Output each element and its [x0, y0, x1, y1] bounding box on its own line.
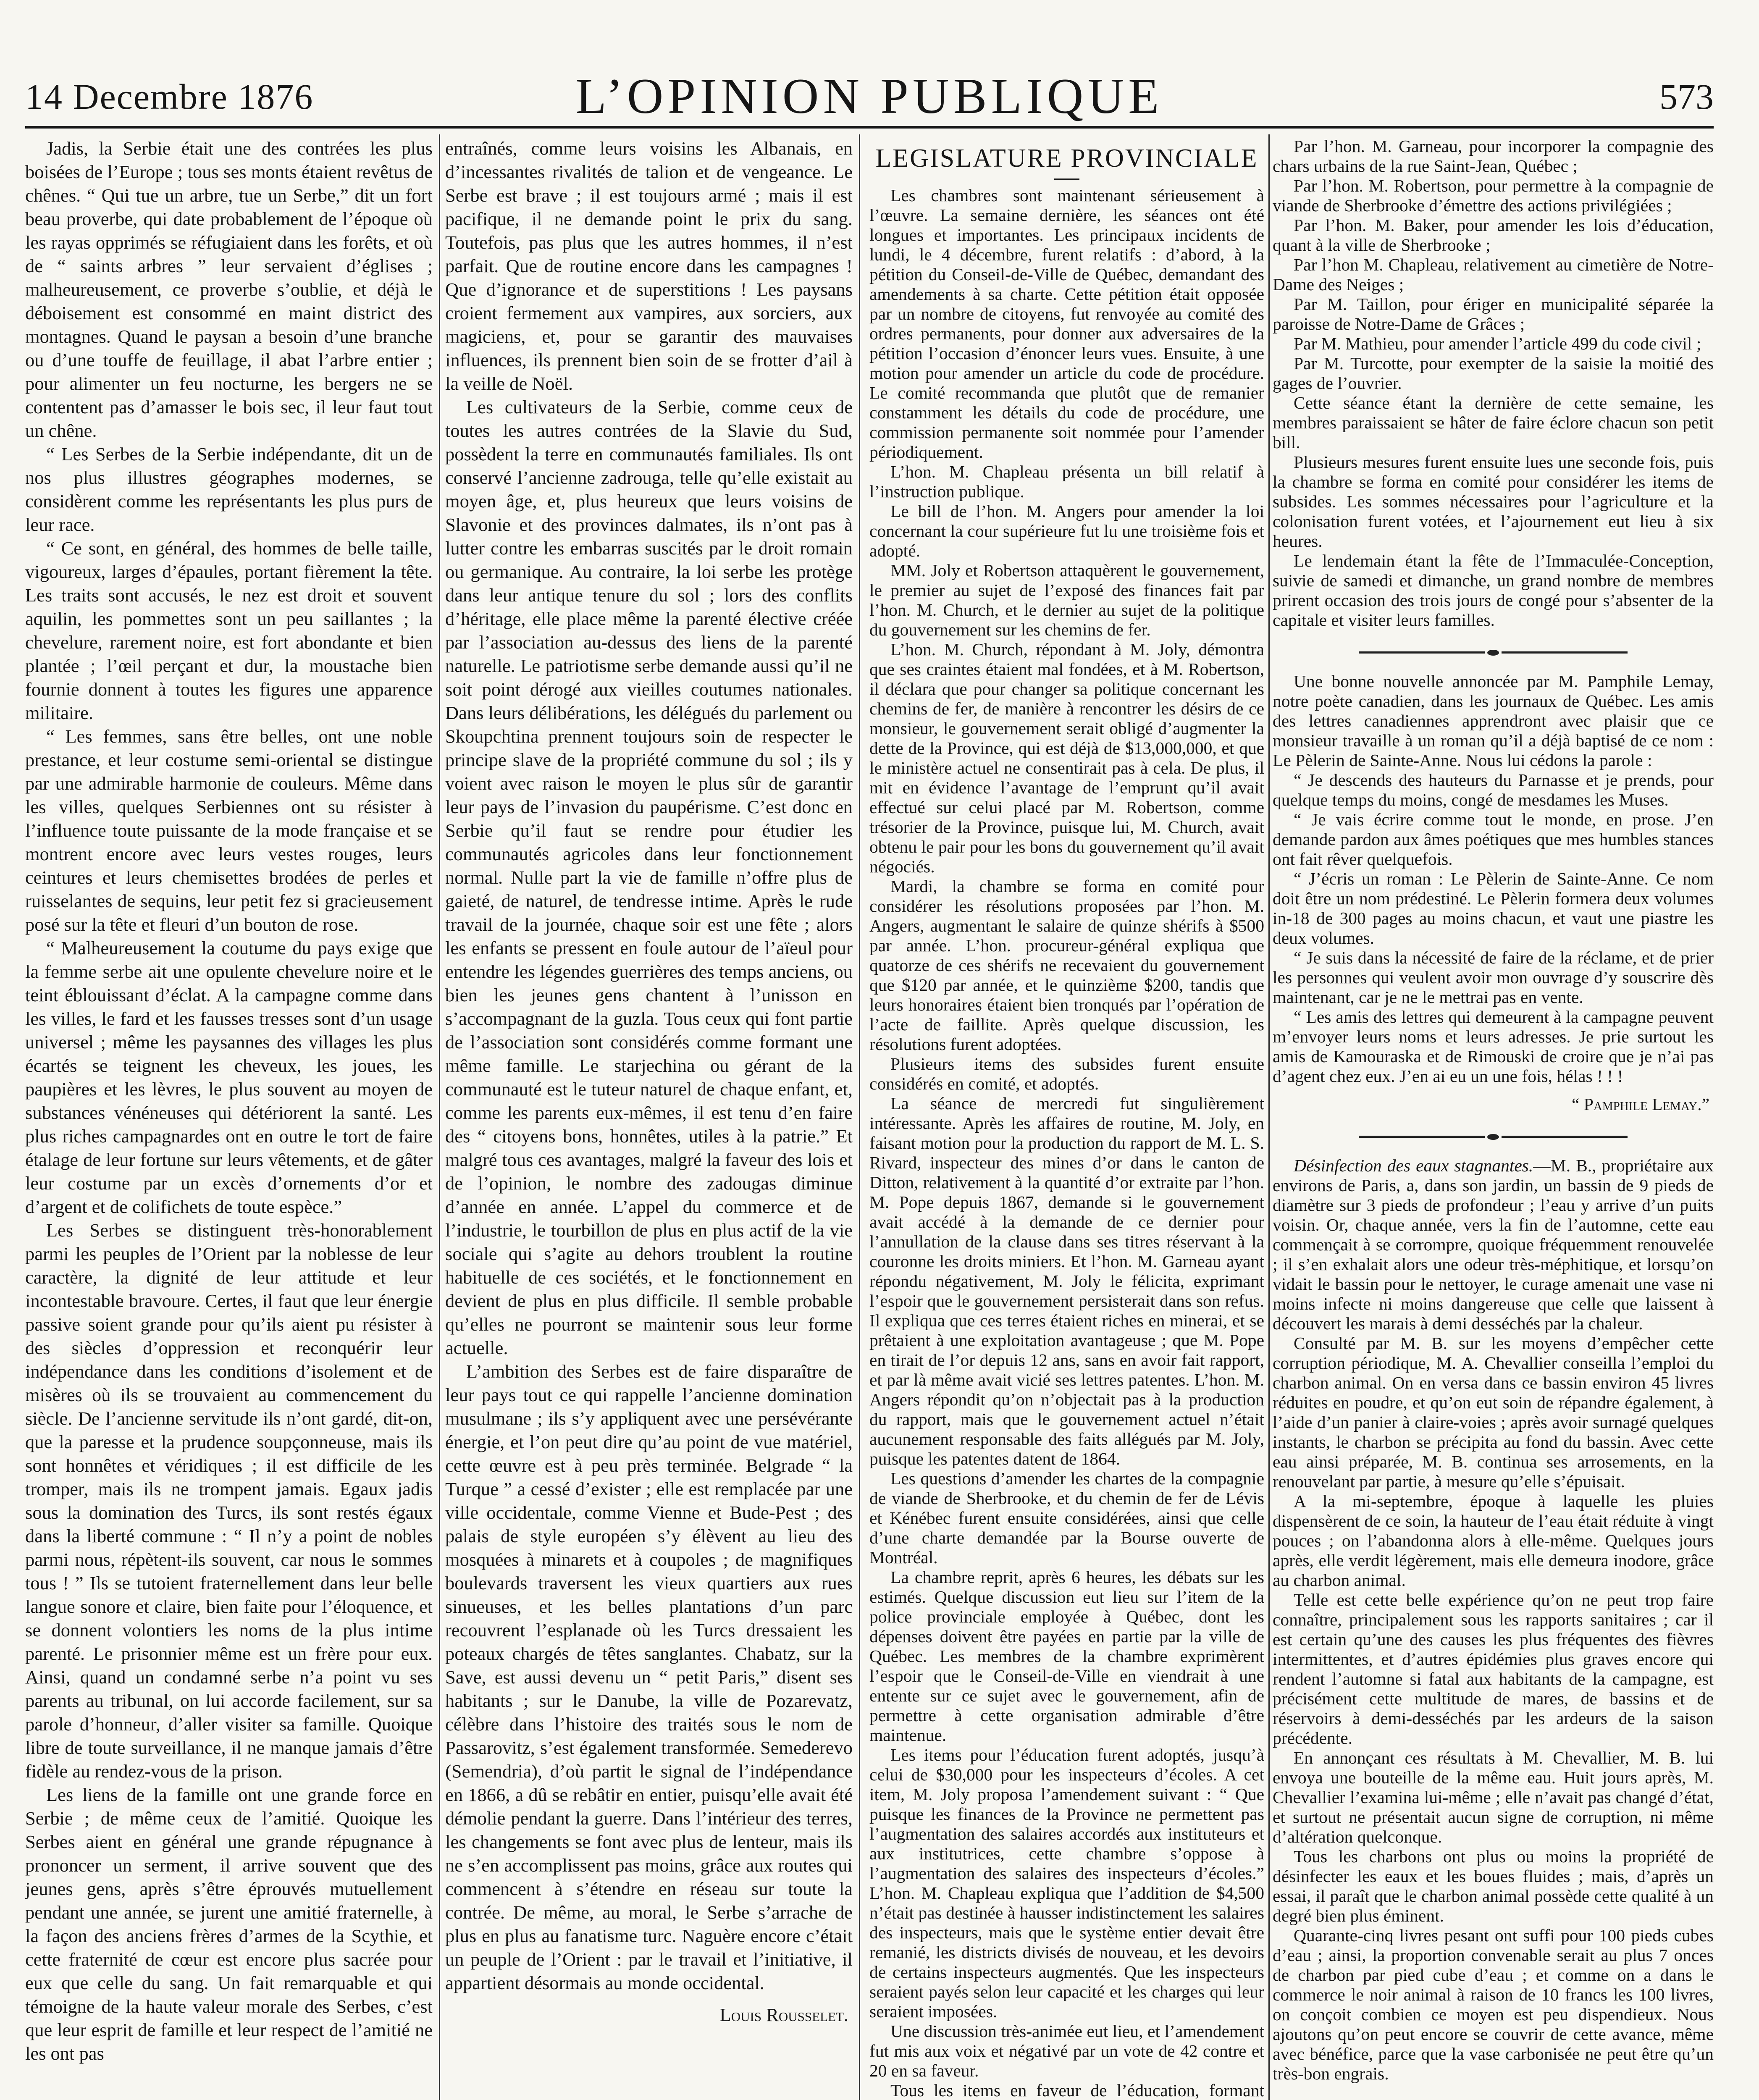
- article-paragraph: Jadis, la Serbie était une des contrées les plus boisées de l’Europe ; tous ses monts étaient revêtus de chênes. “ Qui tue un arbre, tue un Serbe,” dit un fort beau proverbe, qui date probablement de l’époque où les rayas opprimés se réfugiaient dans les forêts, et où de “ saints arbres ” leur servaient d’églises ; malheureusement, ce proverbe s’oublie, et déjà le déboisement est consommé en maint district des montagnes. Quand le paysan a besoin d’une branche ou d’une touffe de feuillage, il abat l’arbre entier ; pour alimenter un feu nocturne, les bergers ne se contentent pas d’amasser le bois sec, il leur faut tout un chêne.: [25, 138, 433, 441]
- article-paragraph: Les cultivateurs de la Serbie, comme ceux de toutes les autres contrées de la Slavie du Sud, possèdent la terre en communautés familiales. Ils ont conservé l’ancienne zadrouga, telle qu’elle existait au moyen âge, et, plus heureux que leurs voisins de Slavonie et des provinces dalmates, ils n’ont pas à lutter contre les embarras suscités par le droit romain ou germanique. Au contraire, la loi serbe les protège dans leur antique tenure du sol ; lors des conflits d’héritage, elle place même la parenté élective créée par l’association au-dessus des liens de la parenté naturelle. Le patriotisme serbe demande aussi qu’il ne soit point dérogé aux vieilles coutumes nationales. Dans leurs délibérations, les délégués du parlement ou Skoupchtina prennent toujours soin de respecter le principe slave de la propriété commune du sol ; ils y voient avec raison le moyen le plus sûr de garantir leur pays de l’invasion du paupérisme. C’est donc en Serbie qu’il faut se rendre pour étudier les communautés agricoles dans leur fonctionnement normal. Nulle part la vie de famille n’offre plus de gaieté, de naturel, de tendresse intime. Après le rude travail de la journée, chaque soir est une fête ; alors les enfants se pressent en foule autour de l’aïeul pour entendre les légendes guerrières des temps anciens, ou bien les jeunes gens chantent à l’unisson en s’accompagnant de la guzla. Tous ceux qui font partie de l’association sont considérés comme formant une même famille. Le starjechina ou gérant de la communauté est le tuteur naturel de chaque enfant, et, comme les parents eux-mêmes, il est tenu d’en faire des “ citoyens bons, honnêtes, utiles à la patrie.” Et malgré tous ces avantages, malgré la faveur des lois et de l’opinion, le nombre des zadougas diminue d’année en année. L’appel du commerce et de l’industrie, le tourbillon de plus en plus actif de la vie sociale qui s’agite au dehors troublent la routine habituelle de ces sociétés, et le fonctionnement en devient de plus en plus difficile. Il semble probable qu’elles ne pourront se maintenir sous leur forme actuelle.: [445, 396, 853, 1358]
- article-paragraph: La séance de mercredi fut singulièrement intéressante. Après les affaires de routine, M. Joly, en faisant motion pour la production du rapport de M. L. S. Rivard, inspecteur des mines d’or dans le canton de Ditton, relativement à la quantité d’or extraite par l’hon. M. Pope depuis 1867, demande si le gouvernement avait accédé à la demande de ce dernier pour l’annullation de la clause dans ses titres réservant à la couronne les droits miniers. Et l’hon. M. Garneau ayant répondu négativement, M. Joly le félicita, exprimant l’espoir que le gouvernement persisterait dans son refus. Il expliqua que ces terres étaient riches en minerai, et se prêtaient à une exploitation avantageuse ; que M. Pope en tirait de l’or depuis 12 ans, sans en avoir fait rapport, et par là même avait vicié ses lettres patentes. L’hon. M. Angers répondit qu’on n’objectait pas à la production du rapport, mais que le gouvernement actuel n’était aucunement responsable des faits allégués par M. Joly, puisque les patentes datent de 1864.: [869, 1094, 1264, 1468]
- article-paragraph: L’hon. M. Chapleau présenta un bill relatif à l’instruction publique.: [869, 462, 1264, 501]
- page-number: 573: [1659, 76, 1714, 117]
- article-paragraph: Par l’hon. M. Baker, pour amender les lois d’éducation, quant à la ville de Sherbrooke ;: [1273, 215, 1714, 255]
- article-paragraph: L’hon. M. Church, répondant à M. Joly, démontra que ses craintes étaient mal fondées, et à M. Robertson, il déclara que pour changer sa politique concernant les chemins de fer, de manière à rencontrer les désirs de ce monsieur, le gouvernement serait obligé d’augmenter la dette de la Province, qui est déjà de $13,000,000, et que le ministère actuel ne consentirait pas à cela. De plus, il mit en évidence l’avantage de l’emprunt qu’il avait effectué sur celui placé par M. Robertson, comme trésorier de la Province, puisque lui, M. Church, avait obtenu le pair pour les bons du gouvernement qu’il avait négociés.: [869, 640, 1264, 876]
- article-paragraph: L’ambition des Serbes est de faire disparaître de leur pays tout ce qui rappelle l’ancienne domination musulmane ; ils s’y appliquent avec une persévérante énergie, et l’on peut dire qu’au point de vue matériel, cette œuvre est à peu près terminée. Belgrade “ la Turque ” a cessé d’exister ; elle est remplacée par une ville occidentale, comme Vienne et Bude-Pest ; des palais de style européen s’y élèvent au lieu des mosquées à minarets et à coupoles ; de magnifiques boulevards traversent les vieux quartiers aux rues sinueuses, et les belles plantations d’un parc recouvrent l’esplanade où les Turcs dressaient les poteaux chargés de têtes sanglantes. Chabatz, sur la Save, est aussi devenu un “ petit Paris,” disent ses habitants ; sur le Danube, la ville de Pozarevatz, célèbre dans l’histoire des traités sous le nom de Passarovitz, s’est également transformée. Semederevo (Semendria), d’où partit le signal de l’indépendance en 1866, a dû se rebâtir en entier, puisqu’elle avait été démolie pendant la guerre. Dans l’intérieur des terres, les changements se font avec plus de lenteur, mais ils ne s’en accomplissent pas moins, grâce aux routes qui commencent à s’étendre en réseau sur toute la contrée. De même, au moral, le Serbe s’arrache de plus en plus au fanatisme turc. Naguère encore c’était un peuple de l’Orient : par le travail et l’initiative, il appartient désormais au monde occidental.: [445, 1361, 853, 1993]
- issue-date: 14 Decembre 1876: [25, 76, 314, 117]
- column-1-serbia-article: [25, 136, 433, 2100]
- article-paragraph: Les chambres sont maintenant sérieusement à l’œuvre. La semaine dernière, les séances ont été longues et importantes. Les principaux incidents de lundi, le 4 décembre, furent relatifs : d’abord, à la pétition du Conseil-de-Ville de Québec, demandant des amendements à sa charte. Cette pétition était opposée par un nombre de citoyens, fut renvoyée au comité des ordres permanents, pour donner aux adversaires de la pétition l’occasion d’énoncer leurs vues. Ensuite, à une motion pour amender un article du code de procédure. Le comité recommanda que plutôt que de remanier constamment les détails du code de procédure, une commission permanente soit nommée pour l’amender périodiquement.: [869, 186, 1264, 462]
- article-paragraph: A la mi-septembre, époque à laquelle les pluies dispensèrent de ce soin, la hauteur de l’eau était réduite à vingt pouces ; on l’abandonna alors à elle-même. Quelques jours après, elle verdit légèrement, mais elle demeura inodore, grâce au charbon animal.: [1273, 1491, 1714, 1590]
- article-paragraph: Par l’hon. M. Garneau, pour incorporer la compagnie des chars urbains de la rue Saint-Jean, Québec ;: [1273, 136, 1714, 176]
- section-heading: LEGISLATURE PROVINCIALE: [875, 144, 1258, 173]
- article-paragraph: Une discussion très-animée eut lieu, et l’amendement fut mis aux voix et négativé par un vote de 42 contre et 20 en sa faveur.: [869, 2021, 1264, 2080]
- masthead-rule: [25, 126, 1714, 129]
- article-paragraph: Les Serbes se distinguent très-honorablement parmi les peuples de l’Orient par la noblesse de leur caractère, la dignité de leur attitude et leur incontestable bravoure. Certes, il faut que leur énergie passive soient grande pour qu’ils aient pu résister à des siècles d’oppression et reconquérir leur indépendance dans les conditions d’isolement et de misères où ils se trouvaient au commencement du siècle. De l’ancienne servitude ils n’ont gardé, dit-on, que la paresse et la prudence soupçonneuse, mais ils sont honnêtes et véridiques ; il est difficile de les tromper, mais ils ne trompent jamais. Egaux jadis sous la domination des Turcs, ils sont restés égaux dans la liberté commune : “ Il n’y a point de nobles parmi nous, répètent-ils souvent, car nous le sommes tous ! ” Ils se tutoient fraternellement dans leur belle langue sonore et claire, bien faite pour l’éloquence, et se donnent volontiers les noms de la plus intime parenté. Le prisonnier même est un frère pour eux. Ainsi, quand un condamné serbe n’a point vu ses parents au tribunal, on lui accorde facilement, sur sa parole d’honneur, d’aller visiter sa famille. Quoique libre de toute surveillance, il ne manque jamais d’être fidèle au rendez-vous de la prison.: [25, 1220, 433, 1782]
- article-paragraph: entraînés, comme leurs voisins les Albanais, en d’incessantes rivalités de talion et de vengeance. Le Serbe est brave ; il est toujours armé ; mais il est pacifique, il ne demande point le prix du sang. Toutefois, pas plus que les autres hommes, il n’est parfait. Que de routine encore dans les campagnes ! Que d’ignorance et de superstitions ! Les paysans croient fermement aux vampires, aux sorciers, aux magiciens, et, pour se garantir des mauvaises influences, ils prennent bien soin de se frotter d’ail à la veille de Noël.: [445, 138, 853, 394]
- article-paragraph: Plusieurs mesures furent ensuite lues une seconde fois, puis la chambre se forma en comité pour considérer les items de subsides. Les sommes nécessaires pour l’agriculture et la colonisation furent votées, et l’ajournement eut lieu à six heures.: [1273, 452, 1714, 551]
- column-divider: [1268, 134, 1270, 2100]
- masthead: [25, 67, 1714, 130]
- section-ornament: [1273, 641, 1714, 661]
- article-paragraph: Plusieurs items des subsides furent ensuite considérés en comité, et adoptés.: [869, 1054, 1264, 1093]
- article-paragraph: “ Les Serbes de la Serbie indépendante, dit un de nos plus illustres géographes modernes, se considèrent comme les représentants les plus purs de leur race.: [25, 444, 433, 535]
- article-paragraph: Cette séance étant la dernière de cette semaine, les membres paraissaient se hâter de faire éclore chacun son petit bill.: [1273, 393, 1714, 452]
- article-paragraph: Par l’hon M. Chapleau, relativement au cimetière de Notre-Dame des Neiges ;: [1273, 255, 1714, 294]
- article-paragraph: “ Malheureusement la coutume du pays exige que la femme serbe ait une opulente chevelure noire et le teint éblouissant d’éclat. A la campagne comme dans les villes, le fard et les fausses tresses sont d’un usage universel ; même les paysannes des villages les plus écartés se teignent les cheveux, les joues, les paupières et les lèvres, le plus souvent au moyen de substances vénéneuses qui détériorent la santé. Les plus riches campagnardes ont en outre le tort de faire étalage de leur fortune sur leurs vêtements, et de gâter leur costume par un excès d’ornements d’or et d’argent et de colifichets de toute espèce.”: [25, 937, 433, 1217]
- article-paragraph: Quarante-cinq livres pesant ont suffi pour 100 pieds cubes d’eau ; ainsi, la proportion convenable serait au plus 7 onces de charbon par pied cube d’eau ; et comme on a dans le commerce le noir animal à raison de 10 francs les 100 livres, on conçoit combien ce moyen est peu dispendieux. Nous ajoutons qu’on peut encore se couvrir de cette avance, même avec bénéfice, parce que la vase carbonisée ne peut être qu’un très-bon engrais.: [1273, 1926, 1714, 2083]
- article-paragraph: Le bill de l’hon. M. Angers pour amender la loi concernant la cour supérieure fut lu une troisième fois et adopté.: [869, 501, 1264, 560]
- article-paragraph: Tous les charbons ont plus ou moins la propriété de désinfecter les eaux et les boues fluides ; mais, d’après un essai, il paraît que le charbon animal possède cette qualité à un degré bien plus éminent.: [1273, 1847, 1714, 1925]
- article-paragraph: Une bonne nouvelle annoncée par M. Pamphile Lemay, notre poète canadien, dans les journaux de Québec. Les amis des lettres canadiennes apprendront avec plaisir que ce monsieur travaille à un roman qu’il a déjà baptisé de ce nom : Le Pèlerin de Sainte-Anne. Nous lui cédons la parole :: [1273, 672, 1714, 770]
- column-2-serbia-article: [445, 136, 853, 2100]
- column-3-legislature: [869, 136, 1264, 2100]
- article-paragraph: Le lendemain étant la fête de l’Immaculée-Conception, suivie de samedi et dimanche, un grand nombre de membres prirent occasion des trois jours de congé pour s’absenter de la capitale et visiter leurs familles.: [1273, 551, 1714, 630]
- section-ornament: [1273, 1125, 1714, 1145]
- article-paragraph: Les liens de la famille ont une grande force en Serbie ; de même ceux de l’amitié. Quoique les Serbes aient en général une grande répugnance à prononcer un serment, il arrive souvent que des jeunes gens, après s’être éprouvés mutuellement pendant une année, se jurent une amitié fraternelle, à la façon des anciens frères d’armes de la Scythie, et cette fraternité de cœur est encore plus sacrée pour eux que celle du sang. Un fait remarquable et qui témoigne de la haute valeur morale des Serbes, c’est que leur esprit de famille et leur respect de l’amitié ne les ont pas: [25, 1784, 433, 2064]
- article-paragraph: Par M. Mathieu, pour amender l’article 499 du code civil ;: [1294, 334, 1701, 353]
- article-paragraph: La chambre reprit, après 6 heures, les débats sur les estimés. Quelque discussion eut lieu sur l’item de la police provinciale employée à Québec, dont les dépenses doivent être payées en partie par la ville de Québec. Les membres de la chambre exprimèrent l’espoir que le Conseil-de-Ville en viendrait à une entente sur ce sujet avec le gouvernement, afin de permettre à cette organisation admirable d’être maintenue.: [869, 1567, 1264, 1745]
- article-paragraph: Mardi, la chambre se forma en comité pour considérer les résolutions proposées par l’hon. M. Angers, augmentant le salaire de quinze shérifs à $500 par année. L’hon. procureur-général expliqua que quatorze de ces shérifs ne recevaient du gouvernement que $120 par année, et le quinzième $200, tandis que leurs honoraires étaient bien tronqués par l’opération de l’acte de faillite. Après quelque discussion, les résolutions furent adoptées.: [869, 877, 1264, 1054]
- author-signature: “ Pamphile Lemay.”: [1571, 1095, 1709, 1114]
- article-paragraph: Par M. Taillon, pour ériger en municipalité séparée la paroisse de Notre-Dame de Grâces ;: [1273, 294, 1714, 333]
- article-paragraph: Les questions d’amender les chartes de la compagnie de viande de Sherbrooke, et du chemin de fer de Lévis et Kénébec furent ensuite considérées, ainsi que celle d’une charte demandée par la Bourse ouverte de Montréal.: [869, 1469, 1264, 1567]
- column-4-legislature-and-notes: [1273, 136, 1714, 2100]
- quote-paragraph: “ J’écris un roman : Le Pèlerin de Sainte-Anne. Ce nom doit être un nom prédestiné. Le Pèlerin formera deux volumes in-18 de 300 pages au moins chacun, et vaut une piastre les deux volumes.: [1273, 869, 1714, 948]
- quote-paragraph: “ Je suis dans la nécessité de faire de la réclame, et de prier les personnes qui veulent avoir mon ouvrage d’y souscrire dès maintenant, car je ne le mettrai pas en vente.: [1273, 948, 1714, 1007]
- article-paragraph: En annonçant ces résultats à M. Chevallier, M. B. lui envoya une bouteille de la même eau. Huit jours après, M. Chevallier l’examina lui-même ; elle n’avait pas changé d’état, et surtout ne présentait aucun signe de corruption, ni même d’altération quelconque.: [1273, 1748, 1714, 1846]
- article-text: —M. B., propriétaire aux environs de Paris, a, dans son jardin, un bassin de 9 pieds de diamètre sur 3 pieds de profondeur ; l’eau y arrive d’un puits voisin. Or, chaque année, vers la fin de l’automne, cette eau commençait à se corrompre, quoique fréquemment renouvelée ; il s’en exhalait alors une odeur très-méphitique, et lorsqu’on vidait le bassin pour le nettoyer, le curage amenait une vase ni moins infecte ni moins dangereuse que celle que laissent à découvert les marais à demi desséchés par la chaleur.: [1273, 1156, 1714, 1333]
- quote-paragraph: “ Je vais écrire comme tout le monde, en prose. J’en demande pardon aux âmes poétiques que mes humbles stances ont fait rêver quelquefois.: [1273, 810, 1714, 869]
- article-paragraph: Consulté par M. B. sur les moyens d’empêcher cette corruption périodique, M. A. Chevallier conseilla l’emploi du charbon animal. On en versa dans ce bassin environ 45 livres réduites en poudre, et qu’on eut soin de répandre également, à l’aide d’un panier à claire-voies ; après avoir surnagé quelques instants, le charbon se précipita au fond du bassin. Avec cette eau ainsi préparée, M. B. continua ses arrosements, en la renouvelant par partie, à mesure qu’elle s’épuisait.: [1273, 1334, 1714, 1491]
- article-paragraph: Par M. Turcotte, pour exempter de la saisie la moitié des gages de l’ouvrier.: [1273, 354, 1714, 393]
- quote-paragraph: “ Les amis des lettres qui demeurent à la campagne peuvent m’envoyer leurs noms et leurs adresses. Je prie surtout les amis de Kamouraska et de Rimouski de croire que je n’ai pas d’agent chez eux. J’en ai eu un une fois, hélas ! ! !: [1273, 1007, 1714, 1086]
- article-paragraph: Les items pour l’éducation furent adoptés, jusqu’à celui de $30,000 pour les inspecteurs d’écoles. A cet item, M. Joly proposa l’amendement suivant : “ Que puisque les finances de la Province ne permettent pas l’augmentation des salaires accordés aux instituteurs et aux institutrices, cette chambre s’oppose à l’augmentation des salaires des inspecteurs d’écoles.” L’hon. M. Chapleau expliqua que l’addition de $4,500 n’était pas destinée à hausser indistinctement les salaires des inspecteurs, mais que le système entier devait être remanié, les districts divisés de nouveau, et les devoirs de certains inspecteurs augmentés. Que les inspecteurs seraient payés selon leur capacité et les charges qui leur seraient imposées.: [869, 1745, 1264, 2021]
- column-divider: [859, 134, 860, 2100]
- heading-dash: [1054, 178, 1079, 180]
- quote-paragraph: “ Je descends des hauteurs du Parnasse et je prends, pour quelque temps du moins, congé de mesdames les Muses.: [1273, 770, 1714, 809]
- column-divider: [439, 134, 440, 2100]
- article-paragraph: “ Les femmes, sans être belles, ont une noble prestance, et leur costume semi-oriental se distingue par une admirable harmonie de couleurs. Même dans les villes, quelques Serbiennes ont su résister à l’influence toute puissante de la mode française et se montrent encore avec leurs vestes rouges, leurs ceintures et leurs chemisettes brodées de perles et ruisselantes de sequins, leur petit fez si gracieusement posé sur la tête et fleuri d’un bouton de rose.: [25, 726, 433, 935]
- newspaper-title: L’OPINION PUBLIQUE: [575, 68, 1163, 124]
- article-paragraph: [1273, 1156, 1714, 1334]
- article-title: Désinfection des eaux stagnantes.: [1294, 1156, 1533, 1175]
- article-paragraph: “ Ce sont, en général, des hommes de belle taille, vigoureux, larges d’épaules, portant fièrement la tête. Les traits sont accusés, le nez est droit et souvent aquilin, les pommettes sont un peu saillantes ; la chevelure, rarement noire, est fort abondante et bien plantée ; l’œil perçant et dur, la moustache bien fournie donnent à toutes les figures une apparence militaire.: [25, 538, 433, 723]
- article-paragraph: Par l’hon. M. Robertson, pour permettre à la compagnie de viande de Sherbrooke d’émettre des actions privilégiées ;: [1273, 176, 1714, 215]
- article-paragraph: Telle est cette belle expérience qu’on ne peut trop faire connaître, principalement sous les rapports sanitaires ; car il est certain qu’une des causes les plus fréquentes des fièvres intermittentes, et d’autres épidémies plus graves encore qui rendent l’automne si fatal aux habitants de la campagne, est précisément cette multitude de mares, de bassins et de réservoirs à demi-desséchés par les ardeurs de la saison précédente.: [1273, 1590, 1714, 1748]
- article-paragraph: MM. Joly et Robertson attaquèrent le gouvernement, le premier au sujet de l’exposé des finances fait par l’hon. M. Church, et le dernier au sujet de la politique du gouvernement sur les chemins de fer.: [869, 561, 1264, 639]
- author-signature: Louis Rousselet.: [719, 2004, 848, 2025]
- article-paragraph: Tous les items en faveur de l’éducation, formant: [890, 2081, 1264, 2100]
